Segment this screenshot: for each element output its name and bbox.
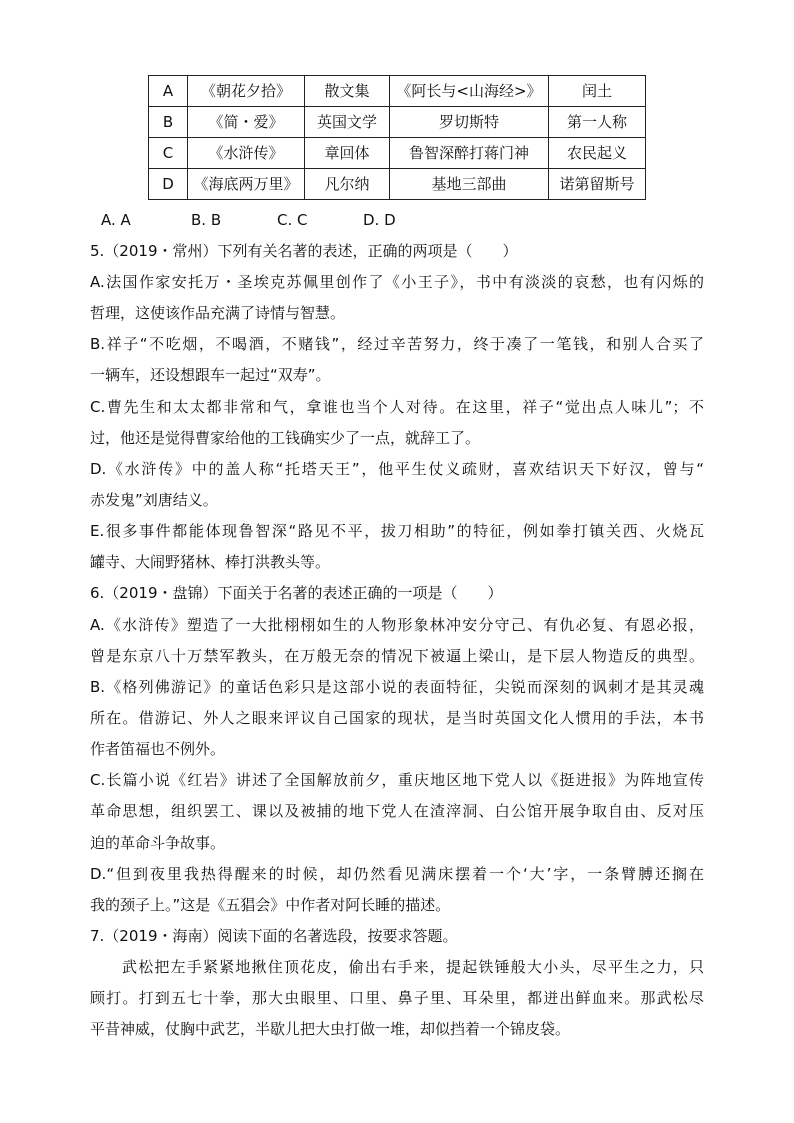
q5-line: 罐寺、大闹野猪林、棒打洪教头等。 xyxy=(90,553,331,571)
q5-line: D.《水浒传》中的盖人称“托塔天王”，他平生仗义疏财，喜欢结识天下好汉，曾与“ xyxy=(90,460,704,478)
table-cell: B xyxy=(149,107,188,138)
question-5-stem: 5.（2019・常州）下列有关名著的表述，正确的两项是（ ） xyxy=(90,242,518,260)
table-cell: 农民起义 xyxy=(549,138,646,169)
choice-d: D. D xyxy=(363,211,396,229)
q5-line: B.祥子“不吃烟，不喝酒，不赌钱”，经过辛苦努力，终于凑了一笔钱，和别人合买了 xyxy=(90,335,704,353)
table-cell: 章回体 xyxy=(305,138,390,169)
q5-line: E.很多事件都能体现鲁智深“路见不平，拔刀相助”的特征，例如拳打镇关西、火烧瓦 xyxy=(90,522,704,540)
q5-line: 赤发鬼”刘唐结义。 xyxy=(90,491,218,509)
question-7-stem: 7.（2019・海南）阅读下面的名著选段，按要求答题。 xyxy=(90,927,458,945)
table-row xyxy=(149,169,646,200)
table-cell: C xyxy=(149,138,188,169)
question-6-stem: 6.（2019・盘锦）下面关于名著的表述正确的一项是（ ） xyxy=(90,584,503,602)
table-cell: 诺第留斯号 xyxy=(549,169,646,200)
table-cell: 罗切斯特 xyxy=(390,107,549,138)
q5-line: A.法国作家安托万・圣埃克苏佩里创作了《小王子》，书中有淡淡的哀愁，也有闪烁的 xyxy=(90,273,704,291)
table-cell: 鲁智深醉打蒋门神 xyxy=(390,138,549,169)
q6-line: 作者笛福也不例外。 xyxy=(90,740,226,758)
q7-passage-line: 武松把左手紧紧地揪住顶花皮，偷出右手来，提起铁锤般大小头，尽平生之力，只 xyxy=(122,958,704,976)
q6-line: C.长篇小说《红岩》讲述了全国解放前夕，重庆地区地下党人以《挺进报》为阵地宣传 xyxy=(90,771,704,789)
options-table xyxy=(148,75,646,200)
table-cell: 散文集 xyxy=(305,76,390,107)
q7-passage-line: 顾打。打到五七十拳，那大虫眼里、口里、鼻子里、耳朵里，都迸出鲜血来。那武松尽 xyxy=(90,989,704,1007)
table-row xyxy=(149,107,646,138)
q6-line: 革命思想，组织罢工、课以及被捕的地下党人在渣滓洞、白公馆开展争取自由、反对压 xyxy=(90,802,704,820)
q6-line: A.《水浒传》塑造了一大批栩栩如生的人物形象林冲安分守己、有仇必复、有恩必报， xyxy=(90,616,704,634)
choice-c: C. C xyxy=(277,211,308,229)
q6-line: D.“但到夜里我热得醒来的时候，却仍然看见满床摆着一个‘大’字，一条臂膊还搁在 xyxy=(90,865,704,883)
table-cell: 《海底两万里》 xyxy=(188,169,305,200)
choice-a: A. A xyxy=(101,211,131,229)
table-cell: A xyxy=(149,76,188,107)
table-cell: 《朝花夕拾》 xyxy=(188,76,305,107)
table-cell: 《简・爱》 xyxy=(188,107,305,138)
q6-line: B.《格列佛游记》的童话色彩只是这部小说的表面特征，尖锐而深刻的讽刺才是其灵魂 xyxy=(90,678,704,696)
table-cell: 英国文学 xyxy=(305,107,390,138)
table-cell: 《阿长与<山海经>》 xyxy=(390,76,549,107)
q6-line: 迫的革命斗争故事。 xyxy=(90,834,226,852)
table-row xyxy=(149,138,646,169)
q7-passage-line: 平昔神威，仗胸中武艺，半歇儿把大虫打做一堆，却似挡着一个锦皮袋。 xyxy=(90,1020,571,1038)
q5-line: 哲理，这使该作品充满了诗情与智慧。 xyxy=(90,304,346,322)
q6-line: 曾是东京八十万禁军教头，在万般无奈的情况下被逼上梁山，是下层人物造反的典型。 xyxy=(90,647,704,665)
table-row xyxy=(149,76,646,107)
choice-b: B. B xyxy=(191,211,222,229)
table-cell: 第一人称 xyxy=(549,107,646,138)
q5-line: C.曹先生和太太都非常和气，拿谁也当个人对待。在这里，祥子“觉出点人味儿”；不 xyxy=(90,398,704,416)
q6-line: 我的颈子上。”这是《五猖会》中作者对阿长睡的描述。 xyxy=(90,896,451,914)
q5-line: 一辆车，还设想跟车一起过“双寿”。 xyxy=(90,366,331,384)
q6-line: 所在。借游记、外人之眼来评议自己国家的现状，是当时英国文化人惯用的手法，本书 xyxy=(90,709,704,727)
table-cell: 凡尔纳 xyxy=(305,169,390,200)
table-cell: 《水浒传》 xyxy=(188,138,305,169)
table-cell: D xyxy=(149,169,188,200)
table-cell: 闰土 xyxy=(549,76,646,107)
table-cell: 基地三部曲 xyxy=(390,169,549,200)
answer-choices xyxy=(101,208,396,232)
q5-line: 过，他还是觉得曹家给他的工钱确实少了一点，就辞工了。 xyxy=(90,429,481,447)
